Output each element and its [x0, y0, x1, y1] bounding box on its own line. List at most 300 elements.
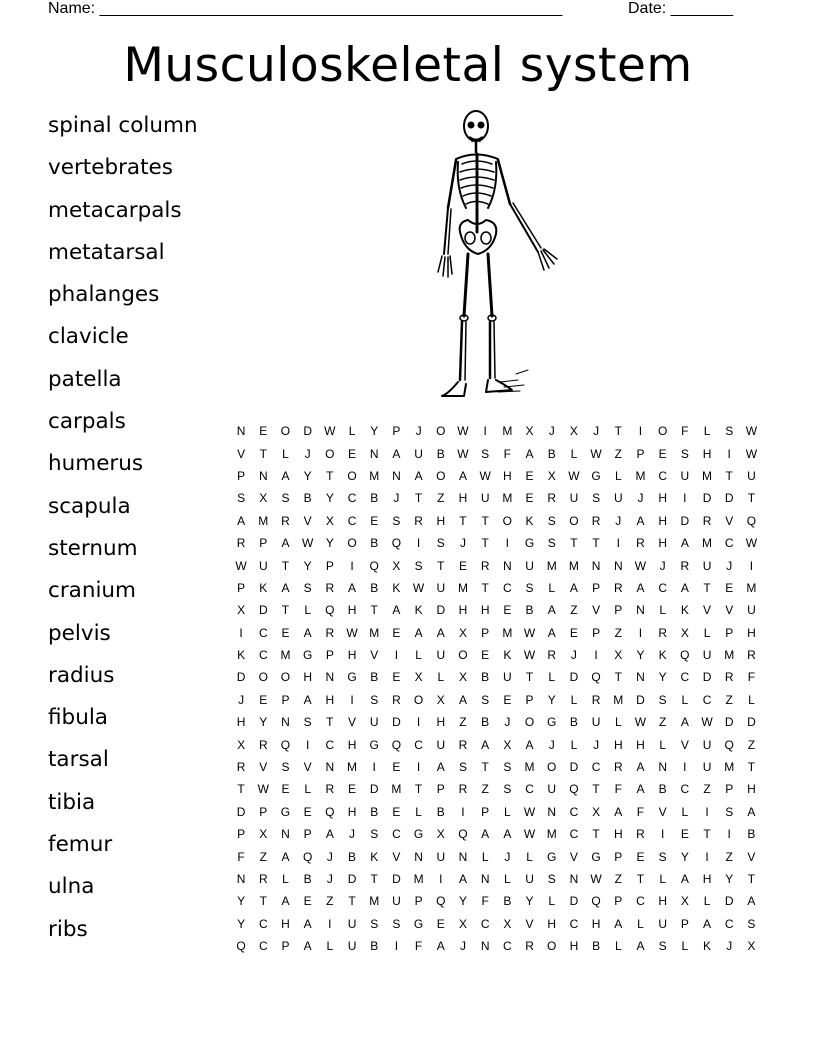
grid-letter: B — [370, 939, 379, 954]
grid-letter: J — [659, 558, 666, 573]
grid-letter: A — [281, 536, 290, 551]
grid-letter: Y — [259, 715, 268, 730]
grid-letter: Q — [591, 670, 601, 685]
grid-letter: P — [237, 468, 246, 483]
grid-letter: C — [680, 670, 690, 685]
grid-letter: U — [702, 558, 712, 573]
grid-letter: V — [303, 760, 312, 775]
grid-letter: H — [347, 603, 357, 618]
grid-row — [230, 913, 763, 935]
grid-letter: D — [747, 715, 756, 730]
grid-letter: S — [725, 804, 734, 819]
grid-letter: O — [436, 468, 446, 483]
grid-letter: Q — [569, 782, 579, 797]
grid-letter: N — [325, 670, 335, 685]
grid-letter: D — [569, 760, 579, 775]
grid-letter: H — [480, 603, 490, 618]
grid-letter: U — [747, 603, 756, 618]
grid-letter: I — [660, 827, 665, 842]
grid-letter: S — [658, 939, 667, 954]
grid-letter: I — [727, 446, 731, 461]
grid-letter: M — [546, 827, 557, 842]
grid-letter: M — [347, 760, 358, 775]
grid-row — [230, 465, 763, 487]
grid-letter: L — [415, 648, 422, 663]
grid-letter: A — [392, 603, 401, 618]
grid-letter: R — [547, 491, 557, 506]
grid-letter: R — [236, 760, 246, 775]
grid-letter: S — [547, 872, 556, 886]
grid-letter: H — [747, 625, 756, 640]
grid-letter: N — [480, 939, 490, 954]
grid-letter: X — [614, 648, 623, 663]
grid-letter: R — [613, 760, 623, 775]
grid-letter: T — [481, 536, 489, 551]
grid-letter: V — [658, 804, 667, 819]
grid-letter: Y — [636, 648, 645, 663]
grid-letter: Q — [391, 536, 402, 551]
grid-letter: U — [436, 737, 446, 752]
grid-letter: W — [457, 424, 469, 439]
grid-letter: A — [680, 536, 689, 551]
grid-letter: Y — [458, 894, 467, 909]
grid-letter: O — [280, 424, 291, 439]
grid-letter: C — [591, 760, 601, 775]
grid-letter: C — [480, 916, 490, 931]
grid-letter: T — [614, 670, 622, 685]
grid-letter: P — [392, 424, 401, 439]
grid-letter: A — [569, 580, 578, 595]
grid-letter: D — [569, 894, 579, 909]
word-list-item: pelvis — [48, 620, 111, 646]
word-list-item: tibia — [48, 789, 96, 815]
grid-letter: L — [548, 580, 556, 595]
grid-letter: K — [414, 603, 423, 618]
grid-letter: H — [347, 648, 357, 663]
grid-letter: T — [437, 558, 445, 573]
grid-letter: N — [636, 670, 645, 685]
grid-letter: P — [325, 648, 334, 663]
grid-letter: V — [703, 603, 712, 618]
grid-letter: W — [523, 804, 536, 819]
grid-letter: K — [259, 580, 268, 595]
grid-letter: L — [304, 603, 311, 618]
grid-letter: P — [680, 916, 689, 931]
grid-letter: C — [680, 782, 690, 797]
grid-letter: H — [547, 916, 557, 931]
grid-letter: A — [281, 468, 290, 483]
grid-letter: W — [412, 580, 425, 595]
grid-letter: K — [237, 648, 246, 663]
grid-letter: W — [745, 424, 758, 439]
grid-letter: U — [392, 894, 401, 909]
grid-letter: B — [592, 939, 601, 954]
grid-letter: D — [369, 782, 379, 797]
grid-letter: J — [615, 513, 622, 528]
grid-letter: A — [636, 580, 645, 595]
word-list-item: humerus — [48, 451, 144, 477]
grid-letter: D — [347, 872, 357, 886]
grid-row — [230, 868, 763, 890]
grid-row — [230, 599, 763, 621]
grid-letter: X — [259, 491, 268, 506]
grid-letter: Q — [369, 558, 379, 573]
grid-letter: C — [325, 737, 335, 752]
name-field-label: Name: ____________________________________________________ — [48, 0, 563, 17]
grid-letter: T — [703, 580, 711, 595]
grid-letter: P — [614, 603, 623, 618]
grid-letter: N — [613, 558, 623, 573]
grid-letter: N — [325, 760, 335, 775]
grid-letter: A — [547, 625, 556, 640]
grid-letter: L — [703, 894, 711, 909]
grid-letter: M — [391, 782, 402, 797]
grid-letter: F — [747, 670, 756, 685]
grid-letter: A — [703, 916, 712, 931]
grid-letter: X — [325, 513, 334, 528]
word-list-item: clavicle — [48, 324, 129, 350]
grid-letter: B — [658, 782, 667, 797]
grid-letter: L — [681, 939, 689, 954]
grid-letter: X — [237, 737, 246, 752]
grid-letter: T — [259, 894, 267, 909]
grid-letter: W — [324, 424, 336, 439]
grid-letter: F — [414, 939, 423, 954]
grid-letter: D — [702, 670, 712, 685]
grid-letter: P — [325, 558, 334, 573]
grid-letter: I — [416, 715, 421, 730]
grid-letter: Y — [658, 670, 667, 685]
grid-letter: J — [349, 827, 356, 842]
grid-letter: O — [325, 446, 335, 461]
grid-letter: S — [392, 513, 401, 528]
grid-letter: P — [725, 625, 734, 640]
grid-letter: W — [745, 446, 758, 461]
grid-letter: Q — [591, 894, 601, 909]
grid-letter: H — [347, 737, 357, 752]
grid-letter: L — [659, 872, 666, 886]
grid-letter: Y — [303, 558, 312, 573]
grid-letter: A — [303, 916, 312, 931]
grid-letter: L — [481, 849, 489, 864]
grid-letter: B — [370, 580, 379, 595]
grid-letter: H — [436, 715, 446, 730]
grid-letter: L — [614, 715, 622, 730]
grid-letter: A — [636, 513, 645, 528]
grid-letter: T — [592, 827, 600, 842]
grid-letter: V — [259, 760, 268, 775]
grid-letter: M — [413, 872, 424, 886]
grid-letter: C — [258, 648, 268, 663]
grid-letter: S — [281, 760, 290, 775]
grid-letter: C — [392, 827, 401, 842]
grid-letter: P — [281, 939, 290, 954]
grid-letter: Q — [325, 603, 335, 618]
grid-letter: U — [525, 872, 534, 886]
grid-letter: I — [439, 872, 443, 886]
grid-letter: K — [680, 603, 689, 618]
grid-letter: J — [459, 536, 466, 551]
grid-letter: N — [591, 558, 601, 573]
grid-letter: A — [303, 625, 312, 640]
grid-letter: E — [436, 916, 445, 931]
grid-letter: C — [503, 580, 512, 595]
grid-letter: A — [747, 804, 756, 819]
grid-letter: L — [614, 468, 622, 483]
grid-row — [230, 622, 763, 644]
grid-letter: P — [414, 894, 423, 909]
grid-letter: X — [237, 603, 246, 618]
grid-letter: W — [346, 625, 358, 640]
grid-letter: E — [281, 782, 290, 797]
grid-letter: O — [569, 513, 579, 528]
grid-letter: Z — [747, 737, 756, 752]
grid-letter: I — [683, 491, 687, 506]
grid-letter: Z — [259, 849, 267, 864]
grid-letter: L — [504, 872, 511, 886]
grid-letter: K — [658, 648, 667, 663]
grid-letter: A — [303, 692, 312, 707]
grid-letter: A — [636, 939, 645, 954]
grid-letter: L — [282, 872, 289, 886]
grid-letter: S — [370, 827, 379, 842]
grid-letter: H — [569, 939, 579, 954]
grid-letter: Z — [614, 446, 622, 461]
grid-letter: V — [348, 715, 357, 730]
word-list-item: cranium — [48, 578, 137, 604]
grid-letter: V — [592, 603, 601, 618]
grid-letter: R — [258, 737, 268, 752]
grid-letter: A — [458, 872, 467, 886]
grid-letter: R — [392, 692, 401, 707]
grid-letter: H — [702, 872, 712, 886]
grid-letter: D — [724, 491, 734, 506]
grid-letter: S — [592, 491, 601, 506]
grid-letter: C — [702, 692, 712, 707]
grid-letter: M — [635, 468, 646, 483]
grid-letter: B — [303, 872, 312, 886]
grid-row — [230, 442, 763, 464]
grid-letter: J — [726, 558, 733, 573]
grid-letter: Z — [459, 715, 467, 730]
grid-letter: A — [281, 849, 290, 864]
grid-letter: E — [303, 804, 312, 819]
grid-letter: P — [237, 580, 246, 595]
grid-letter: U — [436, 648, 446, 663]
grid-letter: T — [592, 782, 600, 797]
grid-letter: T — [414, 782, 423, 797]
grid-letter: V — [725, 513, 734, 528]
grid-letter: T — [348, 894, 356, 909]
grid-letter: W — [457, 446, 469, 461]
grid-letter: A — [481, 737, 490, 752]
grid-letter: G — [413, 827, 424, 842]
grid-letter: R — [258, 872, 268, 886]
grid-letter: L — [526, 849, 533, 864]
grid-letter: H — [325, 692, 335, 707]
grid-letter: A — [547, 603, 556, 618]
grid-letter: A — [525, 737, 534, 752]
grid-letter: W — [590, 446, 602, 461]
grid-letter: O — [524, 715, 535, 730]
grid-letter: L — [637, 916, 644, 931]
grid-letter: A — [281, 894, 290, 909]
grid-letter: O — [436, 424, 446, 439]
grid-row — [230, 487, 763, 509]
grid-letter: S — [414, 558, 423, 573]
grid-letter: L — [659, 737, 666, 752]
grid-letter: M — [702, 468, 713, 483]
grid-letter: R — [458, 737, 468, 752]
grid-letter: W — [235, 558, 247, 573]
grid-letter: E — [503, 603, 512, 618]
grid-letter: D — [569, 670, 579, 685]
grid-letter: L — [703, 625, 711, 640]
grid-letter: L — [348, 424, 356, 439]
grid-letter: J — [459, 939, 466, 954]
grid-letter: Y — [547, 692, 556, 707]
grid-letter: A — [680, 580, 689, 595]
grid-letter: P — [259, 536, 268, 551]
grid-letter: L — [282, 446, 289, 461]
grid-letter: O — [657, 424, 668, 439]
grid-letter: V — [680, 737, 689, 752]
grid-letter: I — [416, 760, 421, 775]
grid-letter: C — [658, 580, 667, 595]
grid-letter: N — [458, 849, 468, 864]
grid-letter: N — [258, 468, 268, 483]
grid-letter: A — [636, 760, 645, 775]
word-list-item: spinal column — [48, 113, 198, 138]
grid-letter: E — [392, 625, 401, 640]
grid-letter: F — [614, 782, 622, 797]
grid-letter: A — [303, 939, 312, 954]
grid-letter: A — [414, 468, 423, 483]
grid-letter: W — [634, 715, 647, 730]
grid-letter: W — [523, 625, 536, 640]
grid-letter: I — [483, 424, 487, 439]
grid-letter: Z — [570, 603, 578, 618]
grid-letter: A — [348, 580, 357, 595]
grid-letter: G — [591, 468, 601, 483]
grid-letter: P — [303, 827, 312, 842]
grid-letter: K — [392, 580, 401, 595]
grid-letter: U — [702, 737, 712, 752]
grid-letter: N — [658, 760, 667, 775]
word-list-item: radius — [48, 662, 115, 688]
grid-letter: F — [503, 446, 512, 461]
grid-letter: C — [724, 916, 734, 931]
grid-letter: N — [236, 424, 246, 439]
grid-letter: G — [524, 536, 535, 551]
grid-letter: B — [370, 804, 379, 819]
grid-letter: I — [416, 536, 421, 551]
grid-letter: T — [747, 491, 756, 506]
grid-letter: L — [614, 939, 622, 954]
word-list-item: sternum — [48, 535, 138, 561]
grid-letter: Y — [237, 916, 246, 931]
grid-letter: A — [525, 446, 534, 461]
grid-letter: E — [525, 491, 534, 506]
grid-letter: I — [239, 625, 243, 640]
grid-letter: X — [414, 670, 423, 685]
grid-row — [230, 554, 763, 576]
grid-letter: I — [594, 648, 598, 663]
grid-letter: S — [547, 513, 556, 528]
grid-letter: B — [436, 446, 445, 461]
grid-letter: X — [592, 804, 601, 819]
grid-letter: E — [569, 625, 578, 640]
grid-letter: I — [749, 558, 754, 573]
grid-letter: X — [436, 827, 445, 842]
grid-letter: U — [702, 648, 712, 663]
grid-letter: A — [281, 580, 290, 595]
grid-row — [230, 801, 763, 823]
grid-letter: S — [370, 916, 379, 931]
grid-letter: U — [414, 446, 423, 461]
grid-letter: C — [258, 916, 268, 931]
grid-letter: U — [658, 916, 667, 931]
grid-letter: Z — [725, 692, 733, 707]
grid-letter: R — [525, 939, 534, 954]
grid-letter: Y — [325, 536, 334, 551]
grid-letter: N — [392, 468, 401, 483]
grid-letter: P — [614, 894, 623, 909]
grid-letter: N — [414, 849, 423, 864]
grid-letter: T — [747, 760, 756, 775]
grid-letter: H — [303, 670, 312, 685]
grid-letter: E — [636, 849, 645, 864]
grid-letter: T — [281, 603, 290, 618]
grid-letter: Q — [746, 513, 757, 528]
grid-letter: V — [237, 446, 246, 461]
grid-letter: N — [369, 446, 379, 461]
grid-letter: E — [658, 446, 667, 461]
grid-letter: W — [523, 648, 536, 663]
grid-letter: S — [303, 715, 312, 730]
grid-letter: B — [370, 491, 379, 506]
grid-letter: N — [281, 827, 290, 842]
grid-letter: D — [636, 692, 645, 707]
grid-letter: N — [281, 715, 290, 730]
grid-letter: X — [458, 670, 467, 685]
grid-letter: M — [568, 558, 579, 573]
grid-letter: W — [634, 558, 647, 573]
grid-letter: Y — [525, 894, 534, 909]
grid-letter: M — [369, 894, 380, 909]
grid-letter: T — [525, 670, 534, 685]
grid-letter: C — [503, 939, 512, 954]
grid-letter: M — [724, 648, 735, 663]
grid-letter: B — [370, 670, 379, 685]
grid-letter: Q — [436, 894, 446, 909]
word-list-item: patella — [48, 366, 122, 392]
grid-letter: J — [504, 849, 511, 864]
grid-letter: G — [369, 737, 379, 752]
grid-letter: J — [593, 424, 600, 439]
grid-letter: M — [457, 580, 468, 595]
grid-letter: S — [747, 916, 756, 931]
grid-letter: Q — [458, 827, 468, 842]
grid-letter: G — [547, 849, 557, 864]
grid-letter: O — [347, 468, 357, 483]
word-list-item: ribs — [48, 916, 88, 942]
grid-letter: G — [302, 648, 313, 663]
grid-letter: T — [703, 827, 711, 842]
grid-letter: L — [415, 804, 422, 819]
grid-letter: X — [569, 424, 578, 439]
grid-letter: M — [369, 625, 380, 640]
